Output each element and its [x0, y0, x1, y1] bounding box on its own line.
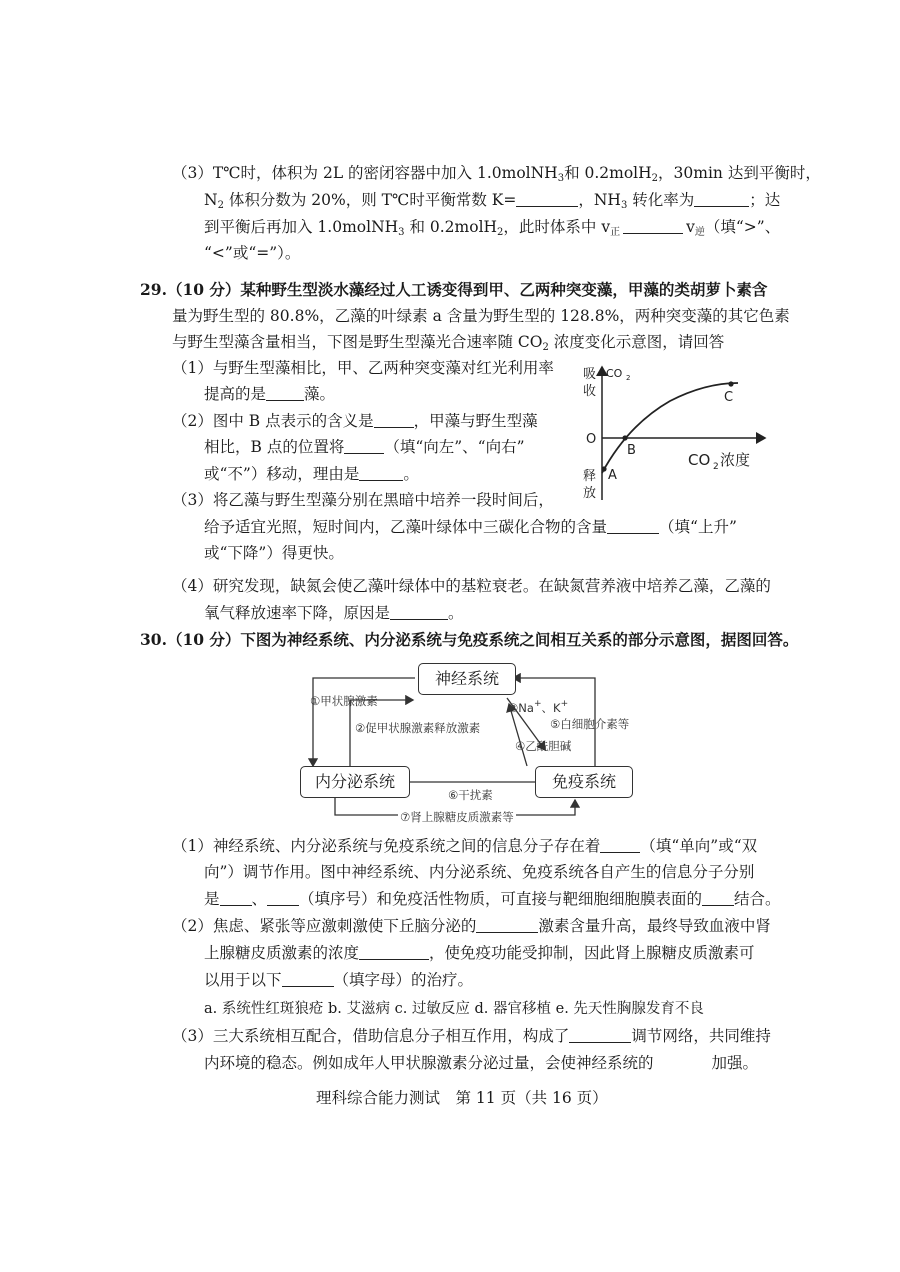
- answer-blank[interactable]: [702, 890, 734, 906]
- q29-p3-line2: 给予适宜光照，短时间内，乙藻叶绿体中三碳化合物的含量 （填“上升”: [204, 518, 737, 536]
- answer-blank[interactable]: [359, 465, 403, 481]
- q29-line3: 与野生型藻含量相当，下图是野生型藻光合速率随 $CO_2$ 浓度变化示意图，请回答: [172, 333, 725, 353]
- answer-blank[interactable]: [600, 837, 640, 853]
- y-label-release-1: 释: [583, 469, 597, 484]
- answer-blank[interactable]: [359, 944, 429, 960]
- q29-line2: 量为野生型的 80.8%，乙藻的叶绿素 a 含量为野生型的 128.8%，两种突变藻的其它色素: [172, 307, 790, 325]
- answer-blank[interactable]: [654, 1054, 712, 1070]
- q30-p3-line1: （3）三大系统相互配合，借助信息分子相互作用，构成了 调节网络，共同维持: [172, 1027, 771, 1045]
- q30-p1-line3: 是 、 （填序号）和免疫活性物质，可直接与靶细胞细胞膜表面的 结合。: [204, 890, 781, 908]
- box-endocrine-system: 内分泌系统: [300, 766, 410, 798]
- q30-p2-line1: （2）焦虑、紧张等应激刺激使下丘脑分泌的 激素含量升高，最终导致血液中肾: [172, 917, 771, 935]
- q30-options: a. 系统性红斑狼疮 b. 艾滋病 c. 过敏反应 d. 器官移植 e. 先天性胸腺发育不良: [204, 1001, 704, 1017]
- q29-line1: 29.（10 分）某种野生型淡水藻经过人工诱变得到甲、乙两种突变藻，甲藻的类胡萝卜素含: [140, 280, 768, 299]
- q29-p4-line1: （4）研究发现，缺氮会使乙藻叶绿体中的基粒衰老。在缺氮营养液中培养乙藻，乙藻的: [172, 577, 771, 595]
- q30-line1: 30.（10 分）下图为神经系统、内分泌系统与免疫系统之间相互关系的部分示意图，据图回答。: [140, 630, 799, 649]
- q30-p2-line2: 上腺糖皮质激素的浓度 ，使免疫功能受抑制，因此肾上腺糖皮质激素可: [204, 944, 755, 962]
- x-label-tail: 浓度: [720, 451, 751, 469]
- answer-blank[interactable]: [694, 191, 749, 207]
- answer-blank[interactable]: [266, 385, 304, 401]
- label-2-trh: ②促甲状腺激素释放激素: [355, 721, 481, 735]
- q29-p2-line2: 相比，B 点的位置将 （填“向左”、“向右”: [204, 438, 525, 456]
- q28-3-line2: $N_2$ 体积分数为 20%，则 T℃时平衡常数 K= ，$NH_3$ 转化率为 ；达: [204, 191, 781, 211]
- q28-3-line4: “<”或“=”）。: [204, 244, 301, 262]
- y-label-release-2: 放: [583, 486, 597, 501]
- answer-blank[interactable]: [516, 191, 578, 207]
- page-footer: 理科综合能力测试 第 11 页（共 16 页）: [316, 1089, 608, 1107]
- answer-blank[interactable]: [476, 917, 538, 933]
- q30-p3-line2: 内环境的稳态。例如成年人甲状腺激素分泌过量，会使神经系统的 加强。: [204, 1054, 759, 1072]
- answer-blank[interactable]: [220, 890, 252, 906]
- q28-3-line1: （3）T℃时，体积为 2L 的密闭容器中加入 1.0molNH$_3$和 0.2molH$_2$，30min 达到平衡时，: [172, 164, 821, 184]
- x-label-co2: CO: [688, 451, 711, 469]
- y-label-co2-sub: 2: [626, 374, 631, 382]
- q29-p1-line2: 提高的是 藻。: [204, 385, 336, 403]
- answer-blank[interactable]: [344, 438, 384, 454]
- origin-label: O: [586, 432, 597, 447]
- label-4-acetylcholine: ④乙酰胆碱: [515, 739, 572, 753]
- y-label-absorb-2: 收: [583, 384, 597, 399]
- answer-blank[interactable]: [390, 604, 448, 620]
- point-a-label: A: [608, 468, 617, 483]
- label-1-thyroid: ①甲状腺激素: [310, 694, 378, 708]
- point-c-label: C: [724, 390, 734, 405]
- q29-p4-line2: 氧气释放速率下降，原因是 。: [204, 604, 464, 622]
- label-7-glucocorticoid: ⑦肾上腺糖皮质激素等: [400, 810, 514, 824]
- point-b-label: B: [627, 443, 636, 458]
- point-b: [622, 435, 627, 440]
- answer-blank[interactable]: [374, 412, 414, 428]
- label-5-interleukin: ⑤白细胞介素等: [550, 717, 630, 731]
- rate-curve: [602, 383, 738, 473]
- answer-blank[interactable]: [267, 890, 299, 906]
- answer-blank[interactable]: [282, 971, 334, 987]
- label-3-ions: ③Na+、K+: [508, 699, 569, 715]
- q29-p3-line1: （3）将乙藻与野生型藻分别在黑暗中培养一段时间后，: [172, 491, 554, 509]
- q30-p2-line3: 以用于以下 （填字母）的治疗。: [204, 971, 474, 989]
- point-c: [728, 381, 733, 386]
- q29-p2-line3: 或“不”）移动，理由是 。: [204, 465, 419, 483]
- y-label-co2: CO: [606, 367, 623, 380]
- q29-p3-line3: 或“下降”）得更快。: [204, 544, 344, 562]
- x-label-co2-sub: 2: [713, 462, 719, 472]
- answer-blank[interactable]: [607, 518, 659, 534]
- label-6-interferon: ⑥干扰素: [448, 788, 493, 802]
- y-label-absorb-1: 吸: [583, 367, 597, 382]
- answer-blank[interactable]: [623, 218, 683, 234]
- q29-p1-line1: （1）与野生型藻相比，甲、乙两种突变藻对红光利用率: [172, 359, 554, 377]
- box-immune-system: 免疫系统: [535, 766, 633, 798]
- q29-p2-line1: （2）图中 B 点表示的含义是 ，甲藻与野生型藻: [172, 412, 538, 430]
- q30-p1-line1: （1）神经系统、内分泌系统与免疫系统之间的信息分子存在着 （填“单向”或“双: [172, 837, 758, 855]
- box-nervous-system: 神经系统: [418, 663, 516, 695]
- point-a: [601, 466, 606, 471]
- photosynthesis-co2-graph: [580, 355, 780, 505]
- answer-blank[interactable]: [569, 1027, 631, 1043]
- q30-p1-line2: 向”）调节作用。图中神经系统、内分泌系统、免疫系统各自产生的信息分子分别: [204, 863, 755, 881]
- q28-3-line3: 到平衡后再加入 1.0molNH$_3$ 和 0.2molH$_2$，此时体系中 $v_正$ $v_逆$（填“>”、: [204, 218, 781, 238]
